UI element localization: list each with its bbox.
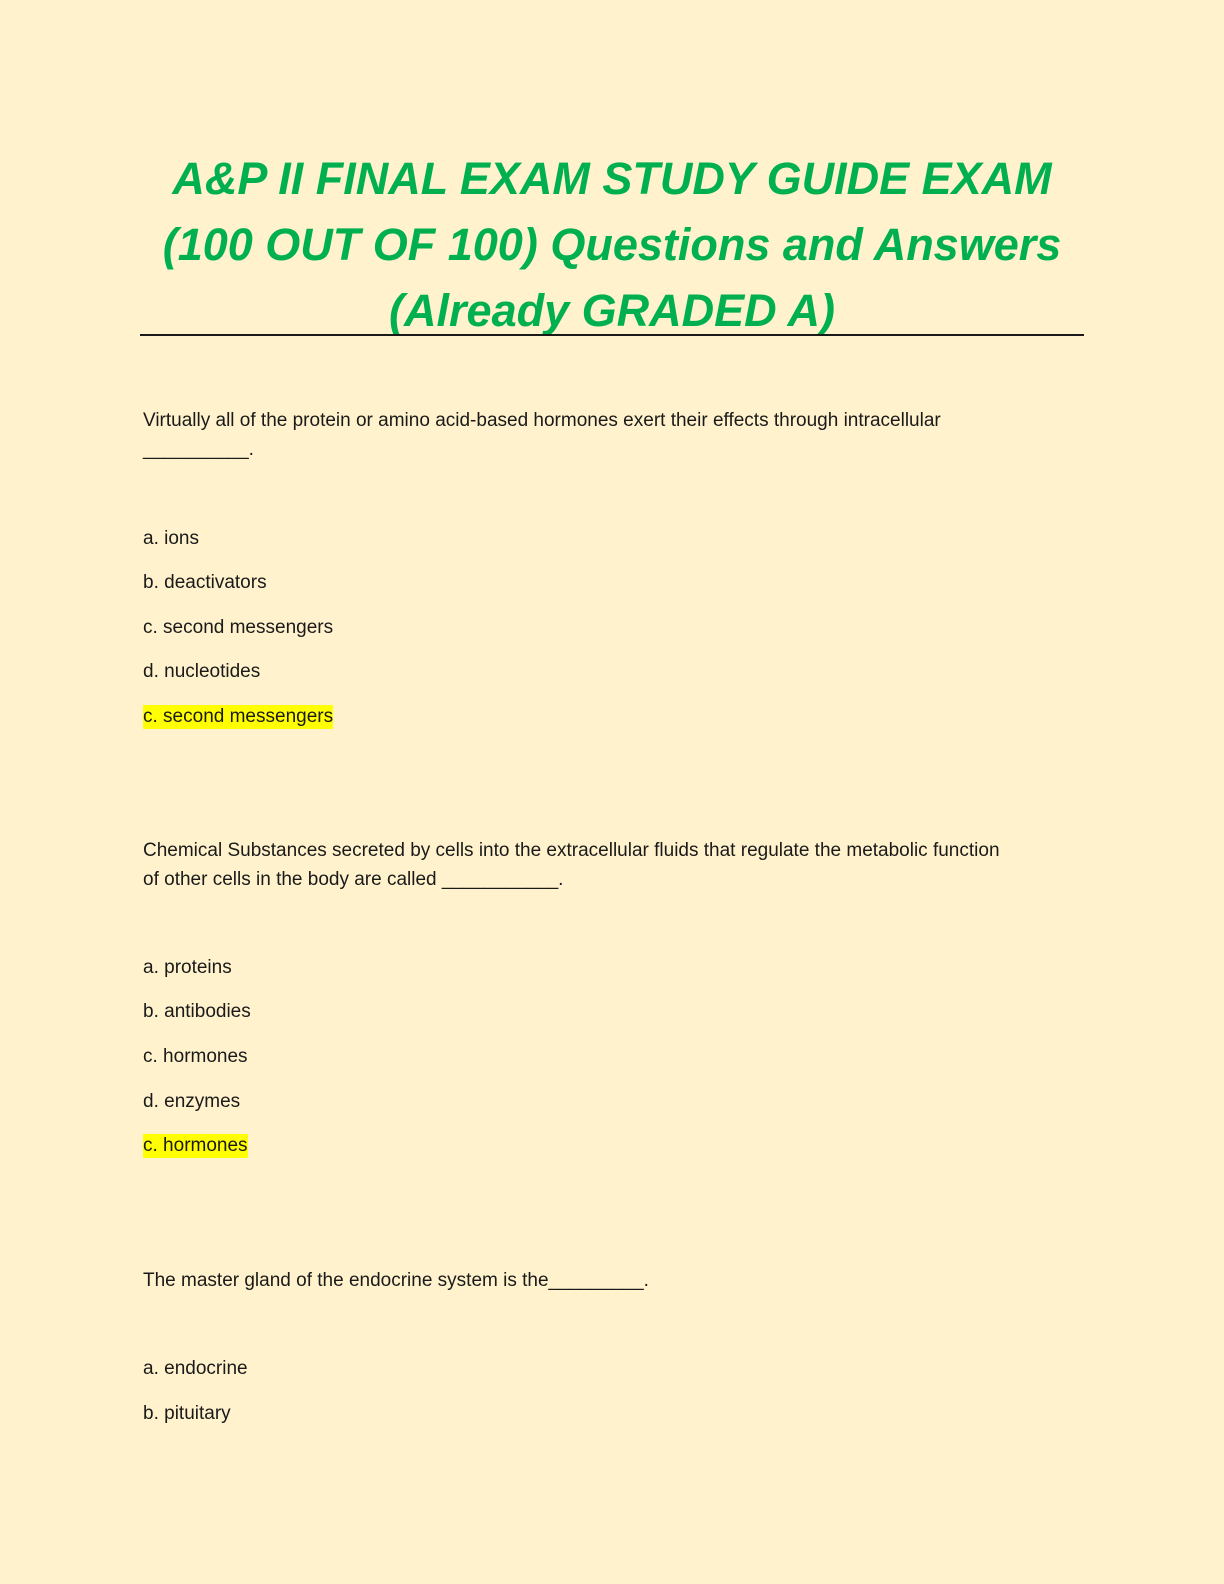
question-1-text xyxy=(143,406,1068,464)
document-title xyxy=(140,146,1084,344)
question-1-line-1: Virtually all of the protein or amino acid-based hormones exert their effects through intracellular xyxy=(143,410,941,431)
question-1-option-b: b. deactivators xyxy=(143,572,267,593)
question-2-option-a: a. proteins xyxy=(143,957,232,978)
question-2-option-b: b. antibodies xyxy=(143,1001,251,1022)
question-1-option-c: c. second messengers xyxy=(143,617,334,638)
question-2-option-c: c. hormones xyxy=(143,1046,248,1067)
question-1-answer: c. second messengers xyxy=(143,706,334,727)
question-2-option-d: d. enzymes xyxy=(143,1091,241,1112)
question-3-option-a: a. endocrine xyxy=(143,1358,248,1379)
question-3-line-1: The master gland of the endocrine system is the_________. xyxy=(143,1270,649,1291)
question-2-line-2: of other cells in the body are called ___________. xyxy=(143,869,564,890)
title-divider xyxy=(140,334,1084,336)
question-1-line-2: __________. xyxy=(143,439,254,460)
question-1-option-a: a. ions xyxy=(143,528,199,549)
title-line-1: A&P II FINAL EXAM STUDY GUIDE EXAM xyxy=(172,153,1052,204)
question-2-text xyxy=(143,836,1068,894)
question-2-answer: c. hormones xyxy=(143,1135,248,1156)
title-line-2: (100 OUT OF 100) Questions and Answers xyxy=(162,219,1062,270)
question-1-option-d: d. nucleotides xyxy=(143,661,261,682)
title-line-3: (Already GRADED A) xyxy=(389,285,835,336)
question-3-option-b: b. pituitary xyxy=(143,1403,231,1424)
question-2-line-1: Chemical Substances secreted by cells into the extracellular fluids that regulate the metabolic function xyxy=(143,840,1000,861)
question-3-text xyxy=(143,1266,1068,1295)
